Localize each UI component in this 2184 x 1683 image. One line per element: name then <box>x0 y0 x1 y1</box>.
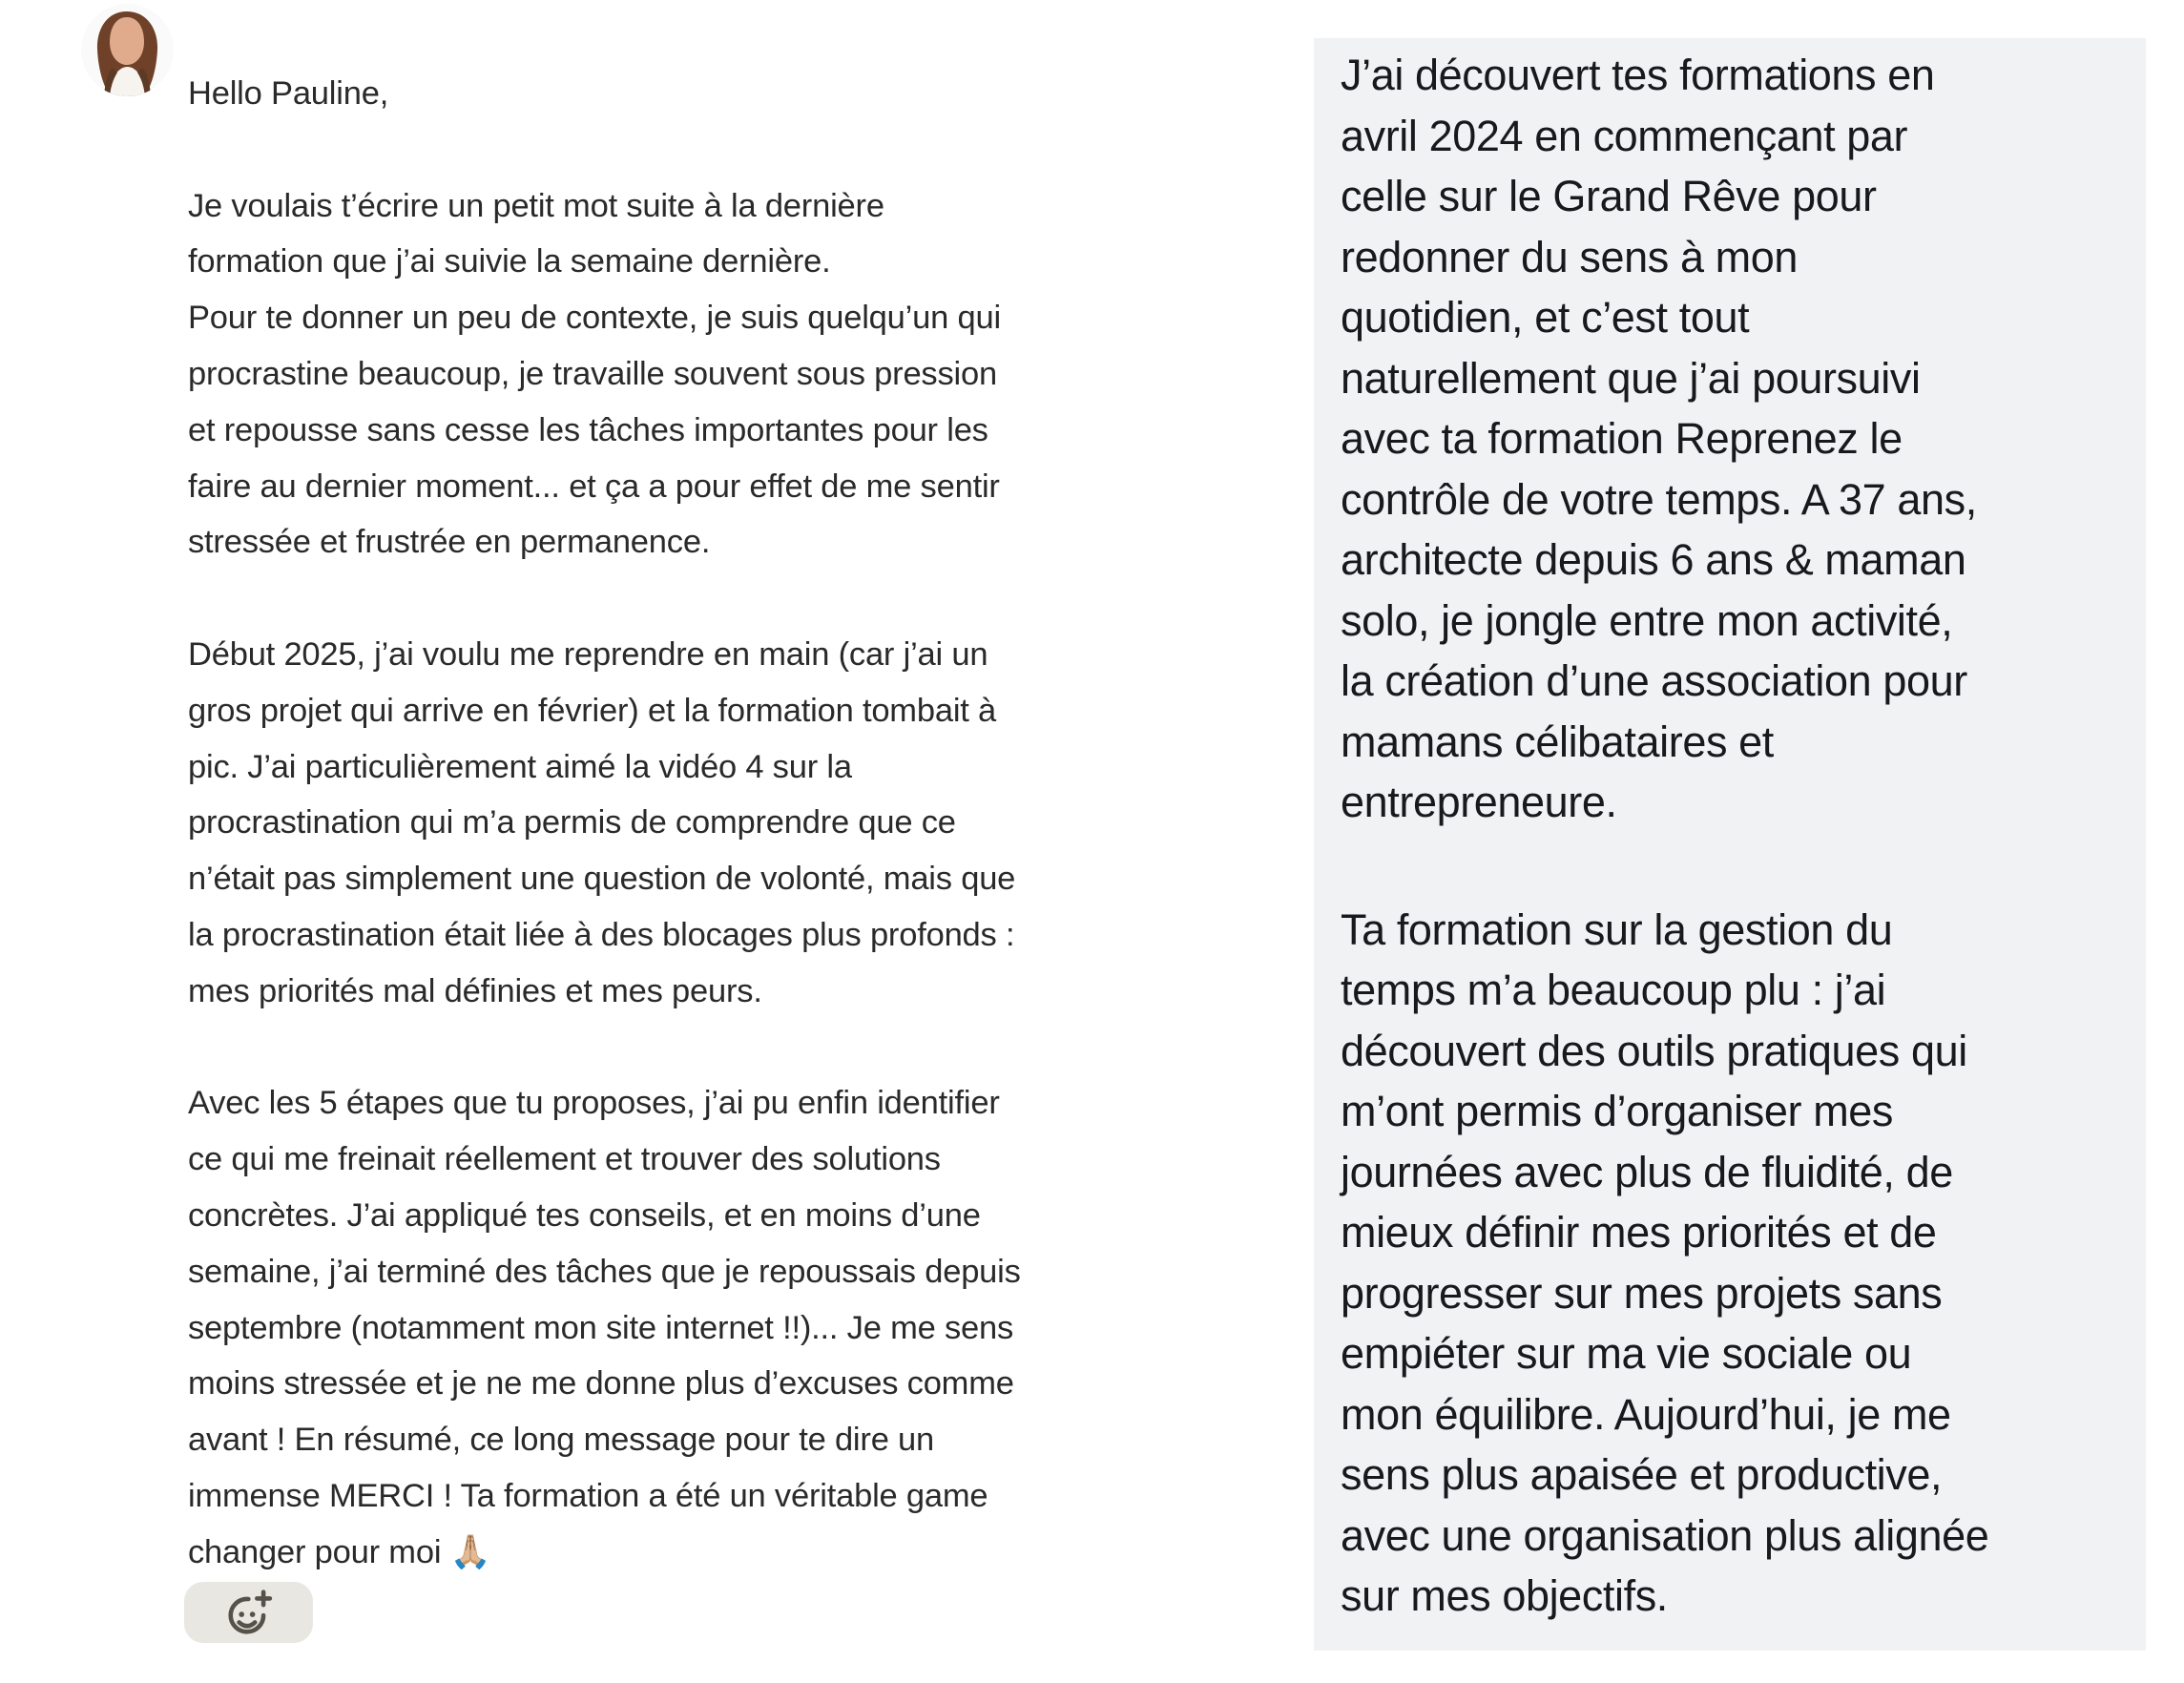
text-line: sens plus apaisée et productive, <box>1341 1450 1943 1499</box>
text-line: ce qui me freinait réellement et trouver des solutions <box>188 1141 941 1178</box>
text-line: procrastine beaucoup, je travaille souvent sous pression <box>188 355 997 392</box>
text-line: contrôle de votre temps. A 37 ans, <box>1341 474 1977 524</box>
message-body <box>188 66 1021 1581</box>
text-line: septembre (notamment mon site internet !!)... Je me sens <box>188 1309 1014 1346</box>
smiley-plus-icon <box>225 1589 273 1636</box>
text-line: J’ai découvert tes formations en <box>1341 51 1935 99</box>
text-line: avec une organisation plus alignée <box>1341 1510 1989 1560</box>
add-reaction-button[interactable] <box>184 1582 313 1643</box>
text-line: pic. J’ai particulièrement aimé la vidéo 4 sur la <box>188 748 852 785</box>
text-line: sur mes objectifs. <box>1341 1571 1668 1620</box>
text-line: découvert des outils pratiques qui <box>1341 1026 1967 1075</box>
text-line: mon équilibre. Aujourd’hui, je me <box>1341 1389 1951 1439</box>
text-line: stressée et frustrée en permanence. <box>188 524 711 561</box>
text-line: quotidien, et c’est tout <box>1341 293 1750 342</box>
text-line: gros projet qui arrive en février) et la formation tombait à <box>188 692 997 729</box>
text-line: la procrastination était liée à des blocages plus profonds : <box>188 916 1015 953</box>
text-line: architecte depuis 6 ans & maman <box>1341 535 1966 584</box>
text-line: entrepreneure. <box>1341 778 1617 826</box>
text-line: semaine, j’ai terminé des tâches que je repoussais depuis <box>188 1253 1021 1290</box>
text-line: mamans célibataires et <box>1341 717 1774 766</box>
text-line: empiéter sur ma vie sociale ou <box>1341 1329 1912 1378</box>
text-line: Ta formation sur la gestion du <box>1341 904 1893 954</box>
text-line: avant ! En résumé, ce long message pour te dire un <box>188 1422 935 1459</box>
text-line: faire au dernier moment... et ça a pour effet de me sentir <box>188 468 1000 505</box>
text-line: Avec les 5 étapes que tu proposes, j’ai pu enfin identifier <box>188 1085 1000 1122</box>
text-line: Pour te donner un peu de contexte, je suis quelqu’un qui <box>188 300 1001 337</box>
text-line: avec ta formation Reprenez le <box>1341 414 1903 463</box>
text-line: immense MERCI ! Ta formation a été un véritable game <box>188 1477 988 1514</box>
text-line: formation que j’ai suivie la semaine dernière. <box>188 243 831 280</box>
text-line: journées avec plus de fluidité, de <box>1341 1147 1953 1196</box>
paragraph-3 <box>188 1075 1021 1580</box>
text-line: temps m’a beaucoup plu : j’ai <box>1341 966 1886 1014</box>
paragraph-1 <box>188 178 1021 571</box>
text-line: changer pour moi 🙏🏼 <box>188 1533 491 1570</box>
text-line: celle sur le Grand Rêve pour <box>1341 172 1877 220</box>
text-line: naturellement que j’ai poursuivi <box>1341 353 1921 403</box>
paragraph-2 <box>188 627 1021 1020</box>
text-line: m’ont permis d’organiser mes <box>1341 1087 1894 1135</box>
testimonial-paragraph-1 <box>1341 45 2146 833</box>
text-line: procrastination qui m’a permis de comprendre que ce <box>188 804 956 842</box>
testimonial-paragraph-2 <box>1341 900 2146 1627</box>
text-line: progresser sur mes projets sans <box>1341 1268 1943 1318</box>
text-line: concrètes. J’ai appliqué tes conseils, et en moins d’une <box>188 1196 981 1234</box>
avatar[interactable] <box>81 4 174 96</box>
text-line: avril 2024 en commençant par <box>1341 111 1908 160</box>
greeting: Hello Pauline, <box>188 75 389 112</box>
text-line: mieux définir mes priorités et de <box>1341 1208 1937 1257</box>
woman-avatar-image <box>81 4 174 96</box>
text-line: la création d’une association pour <box>1341 656 1967 705</box>
text-line: et repousse sans cesse les tâches importantes pour les <box>188 411 988 448</box>
text-line: redonner du sens à mon <box>1341 232 1799 281</box>
text-line: Je voulais t’écrire un petit mot suite à la dernière <box>188 187 884 224</box>
text-line: solo, je jongle entre mon activité, <box>1341 595 1953 645</box>
text-line: n’était pas simplement une question de volonté, mais que <box>188 861 1016 898</box>
text-line: moins stressée et je ne me donne plus d’excuses comme <box>188 1365 1014 1402</box>
text-line: mes priorités mal définies et mes peurs. <box>188 972 762 1009</box>
testimonial-panel <box>1314 38 2146 1651</box>
text-line: Début 2025, j’ai voulu me reprendre en main (car j’ai un <box>188 635 988 673</box>
